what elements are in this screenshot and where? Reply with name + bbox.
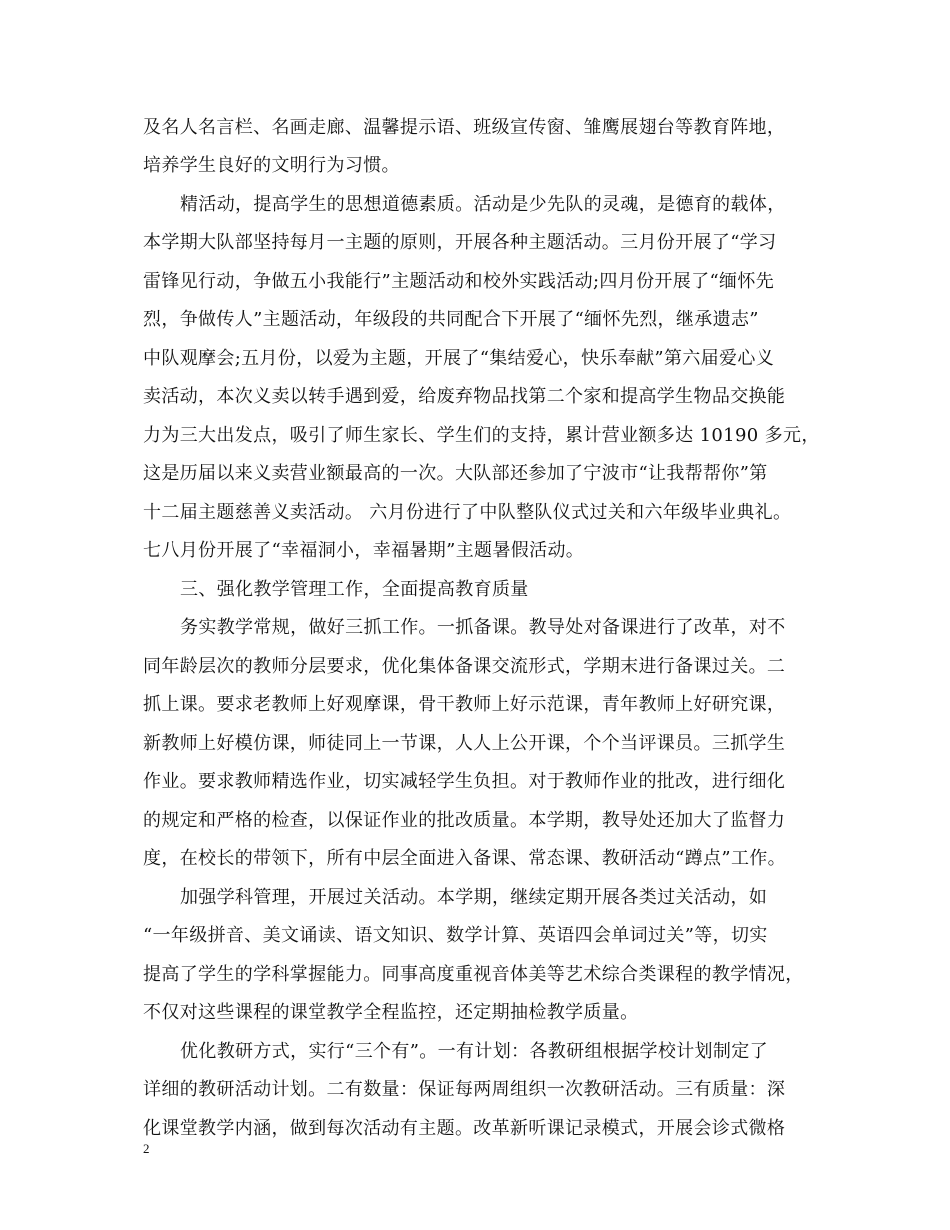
paragraph-start-line: 精活动，提高学生的思想道德素质。活动是少先队的灵魂，是德育的载体， (180, 194, 786, 215)
text-line: 抓上课。要求老教师上好观摩课，骨干教师上好示范课，青年教师上好研究课， (143, 694, 786, 715)
text-line: 七八月份开展了“幸福洞小，幸福暑期”主题暑假活动。 (143, 540, 585, 561)
text-line: 及名人名言栏、名画走廊、温馨提示语、班级宣传窗、雏鹰展翅台等教育阵地， (143, 117, 786, 138)
section-heading: 三、强化教学管理工作，全面提高教育质量 (180, 579, 529, 600)
text-line: 化课堂教学内涵，做到每次活动有主题。改革新听课记录模式，开展会诊式微格 (143, 1118, 786, 1139)
text-line: 作业。要求教师精选作业，切实减轻学生负担。对于教师作业的批改，进行细化 (143, 771, 786, 792)
paragraph-start-line: 优化教研方式，实行“三个有”。一有计划：各教研组根据学校计划制定了 (180, 1041, 768, 1062)
text-line: 同年龄层次的教师分层要求，优化集体备课交流形式，学期末进行备课过关。二 (143, 656, 786, 677)
text-line: 十二届主题慈善义卖活动。 六月份进行了中队整队仪式过关和六年级毕业典礼。 (143, 502, 792, 523)
text-line: 新教师上好模仿课，师徒同上一节课，人人上公开课，个个当评课员。三抓学生 (143, 733, 786, 754)
text-line: 提高了学生的学科掌握能力。同事高度重视音体美等艺术综合类课程的教学情况， (143, 964, 804, 985)
page-number: 2 (143, 1141, 150, 1156)
text-line: 中队观摩会;五月份，以爱为主题，开展了“集结爱心，快乐奉献”第六届爱心义 (143, 348, 775, 369)
text-line: 力为三大出发点，吸引了师生家长、学生们的支持，累计营业额多达 10190 多元， (143, 425, 820, 446)
text-line: 不仅对这些课程的课堂教学全程监控，还定期抽检教学质量。 (143, 1002, 639, 1023)
paragraph-start-line: 务实教学常规，做好三抓工作。一抓备课。教导处对备课进行了改革，对不 (180, 617, 786, 638)
text-line: 培养学生良好的文明行为习惯。 (143, 155, 400, 176)
text-line: 雷锋见行动，争做五小我能行”主题活动和校外实践活动;四月份开展了“缅怀先 (143, 271, 775, 292)
text-line: “一年级拼音、美文诵读、语文知识、数学计算、英语四会单词过关”等，切实 (143, 925, 768, 946)
text-line: 度，在校长的带领下，所有中层全面进入备课、常态课、教研活动“蹲点”工作。 (143, 848, 787, 869)
text-line: 的规定和严格的检查，以保证作业的批改质量。本学期，教导处还加大了监督力 (143, 810, 786, 831)
text-line: 卖活动，本次义卖以转手遇到爱，给废弃物品找第二个家和提高学生物品交换能 (143, 386, 786, 407)
text-line: 详细的教研活动计划。二有数量：保证每两周组织一次教研活动。三有质量：深 (143, 1079, 786, 1100)
paragraph-start-line: 加强学科管理，开展过关活动。本学期，继续定期开展各类过关活动，如 (180, 887, 768, 908)
text-line: 这是历届以来义卖营业额最高的一次。大队部还参加了宁波市“让我帮帮你”第 (143, 463, 768, 484)
text-line: 本学期大队部坚持每月一主题的原则，开展各种主题活动。三月份开展了“学习 (143, 232, 777, 253)
text-line: 烈，争做传人”主题活动，年级段的共同配合下开展了“缅怀先烈，继承遗志” (143, 309, 759, 330)
